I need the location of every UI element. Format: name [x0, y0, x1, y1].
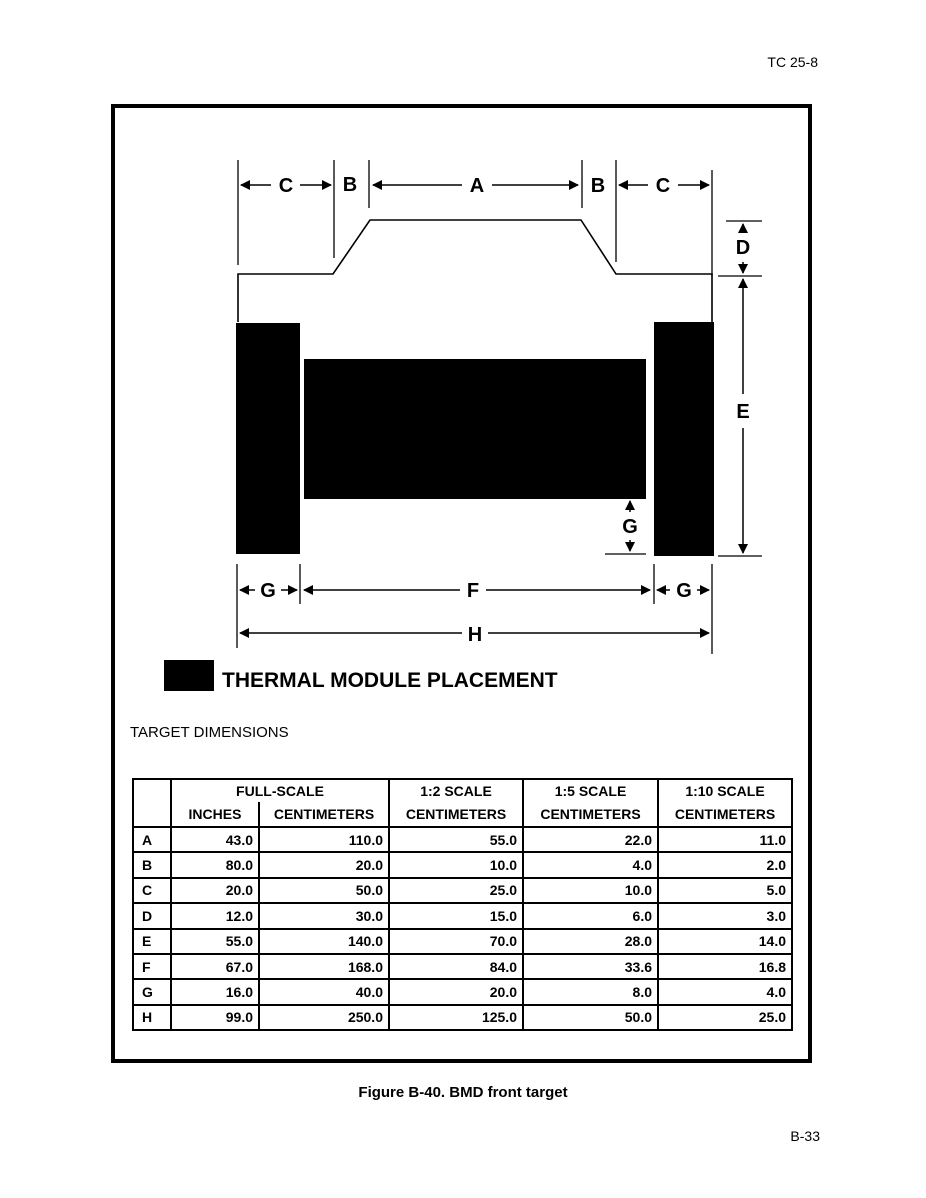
dimensions-title: TARGET DIMENSIONS	[130, 724, 289, 741]
corner-cell	[133, 779, 171, 827]
page-number: B-33	[790, 1128, 820, 1144]
table-cell: 28.0	[523, 929, 658, 954]
table-cell: 40.0	[259, 979, 389, 1004]
table-cell: 20.0	[259, 852, 389, 877]
thermal-module-center	[304, 359, 646, 499]
table-cell: 110.0	[259, 827, 389, 852]
table-cell: 67.0	[171, 954, 259, 979]
label-d: D	[735, 237, 751, 259]
table-cell: 3.0	[658, 903, 792, 928]
table-cell: 55.0	[389, 827, 523, 852]
table-cell: 50.0	[259, 878, 389, 903]
table-cell: 16.8	[658, 954, 792, 979]
table-cell: 125.0	[389, 1005, 523, 1030]
label-a: A	[469, 175, 485, 197]
group-header: 1:10 SCALE	[658, 779, 792, 802]
table-cell: 10.0	[523, 878, 658, 903]
row-key: H	[133, 1005, 171, 1030]
table-cell: 168.0	[259, 954, 389, 979]
row-key: C	[133, 878, 171, 903]
label-g-inner: G	[622, 516, 638, 538]
table-cell: 99.0	[171, 1005, 259, 1030]
legend-text: THERMAL MODULE PLACEMENT	[222, 669, 558, 692]
table-cell: 11.0	[658, 827, 792, 852]
table-cell: 10.0	[389, 852, 523, 877]
row-key: F	[133, 954, 171, 979]
table-cell: 4.0	[658, 979, 792, 1004]
row-key: G	[133, 979, 171, 1004]
document-id: TC 25-8	[767, 54, 818, 70]
table-row	[133, 1005, 792, 1030]
sub-header: INCHES	[171, 802, 259, 827]
table-cell: 55.0	[171, 929, 259, 954]
table-cell: 20.0	[389, 979, 523, 1004]
label-c-left: C	[278, 175, 294, 197]
table-row	[133, 878, 792, 903]
table-cell: 8.0	[523, 979, 658, 1004]
table-row	[133, 929, 792, 954]
label-b-right: B	[590, 175, 606, 197]
table-cell: 70.0	[389, 929, 523, 954]
table-cell: 4.0	[523, 852, 658, 877]
table-cell: 80.0	[171, 852, 259, 877]
table-cell: 20.0	[171, 878, 259, 903]
table-row	[133, 903, 792, 928]
table-cell: 25.0	[389, 878, 523, 903]
table-cell: 250.0	[259, 1005, 389, 1030]
table-cell: 140.0	[259, 929, 389, 954]
table-cell: 16.0	[171, 979, 259, 1004]
label-h: H	[467, 624, 483, 646]
table-cell: 12.0	[171, 903, 259, 928]
dimensions-table	[132, 778, 793, 1031]
thermal-module-left	[236, 323, 300, 554]
figure-caption: Figure B-40. BMD front target	[358, 1084, 568, 1101]
table-cell: 14.0	[658, 929, 792, 954]
table-cell: 50.0	[523, 1005, 658, 1030]
row-key: A	[133, 827, 171, 852]
group-header: FULL-SCALE	[171, 779, 389, 802]
group-header: 1:2 SCALE	[389, 779, 523, 802]
table-row	[133, 954, 792, 979]
thermal-module-right	[654, 322, 714, 556]
table-cell: 30.0	[259, 903, 389, 928]
table-cell: 15.0	[389, 903, 523, 928]
label-c-right: C	[655, 175, 671, 197]
row-key: B	[133, 852, 171, 877]
table-cell: 22.0	[523, 827, 658, 852]
table-cell: 84.0	[389, 954, 523, 979]
table-row	[133, 979, 792, 1004]
label-e: E	[736, 401, 750, 423]
table-cell: 2.0	[658, 852, 792, 877]
sub-header: CENTIMETERS	[523, 802, 658, 827]
sub-header: CENTIMETERS	[389, 802, 523, 827]
table-cell: 5.0	[658, 878, 792, 903]
table-cell: 25.0	[658, 1005, 792, 1030]
table-cell: 43.0	[171, 827, 259, 852]
sub-header: CENTIMETERS	[259, 802, 389, 827]
table-cell: 6.0	[523, 903, 658, 928]
table-row	[133, 852, 792, 877]
row-key: D	[133, 903, 171, 928]
sub-header: CENTIMETERS	[658, 802, 792, 827]
label-g-right: G	[676, 580, 692, 602]
row-key: E	[133, 929, 171, 954]
table-row	[133, 827, 792, 852]
label-b-left: B	[342, 174, 358, 196]
label-g-left: G	[260, 580, 276, 602]
target-outline	[238, 220, 712, 322]
legend-swatch	[164, 660, 214, 691]
table-cell: 33.6	[523, 954, 658, 979]
group-header: 1:5 SCALE	[523, 779, 658, 802]
label-f: F	[466, 580, 480, 602]
